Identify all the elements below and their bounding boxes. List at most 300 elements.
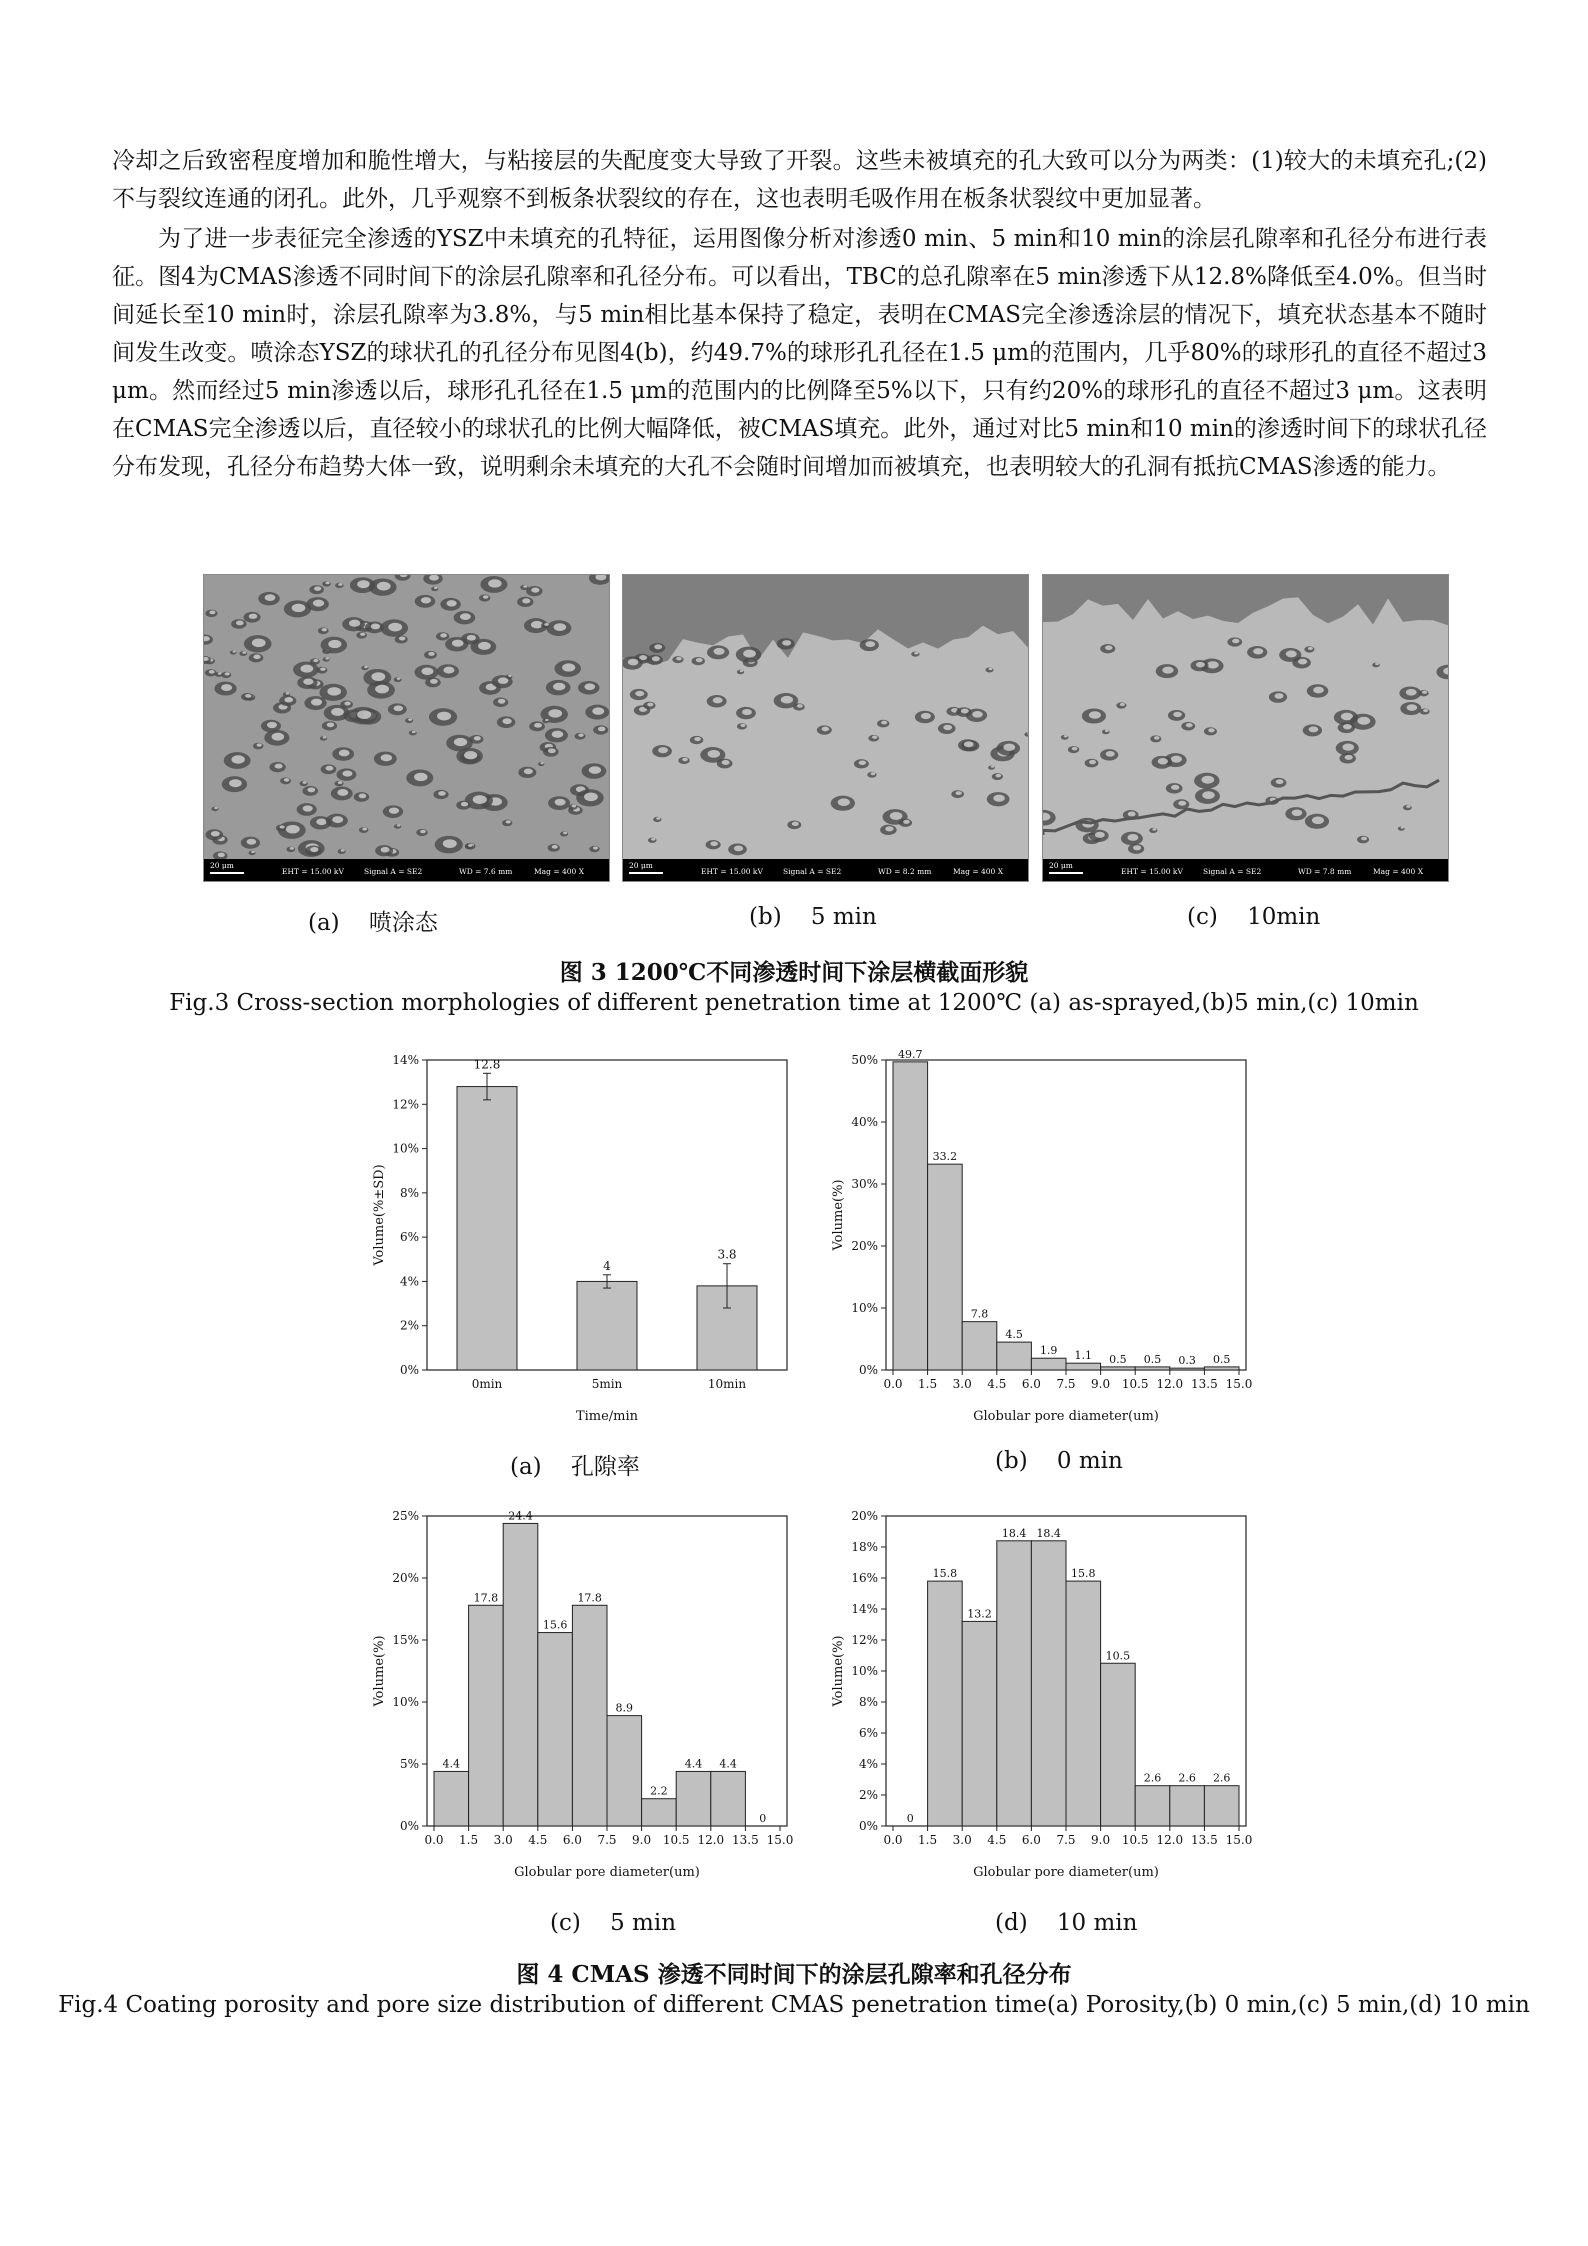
- sem-eht-label: EHT = 15.00 kV: [1121, 867, 1183, 876]
- y-tick-label: 0%: [858, 1363, 878, 1377]
- y-tick-label: 12%: [392, 1097, 419, 1112]
- sem-pore-edge: [337, 789, 348, 796]
- sem-pore-edge: [885, 826, 893, 831]
- bar-value-label: 8.9: [615, 1701, 634, 1715]
- sem-pore-edge: [592, 707, 604, 714]
- sem-pore-edge: [236, 621, 244, 626]
- y-tick-label: 16%: [851, 1571, 878, 1585]
- sem-pore-edge: [1095, 832, 1105, 838]
- sem-pore-edge: [412, 731, 416, 733]
- bar-value-label: 0.5: [1143, 1352, 1162, 1366]
- x-tick-label: 3.0: [952, 1377, 972, 1391]
- bar: [642, 1799, 677, 1826]
- sem-pore-edge: [1186, 723, 1193, 727]
- bar-value-label: 0: [759, 1812, 767, 1825]
- sem-pore-edge: [360, 633, 365, 636]
- bar-value-label: 7.8: [970, 1307, 989, 1321]
- bar-value-label: 15.8: [932, 1567, 958, 1581]
- sem-pore-edge: [452, 640, 464, 647]
- sem-scale-label: 20 μm: [629, 861, 653, 870]
- sem-micrograph: [204, 575, 609, 881]
- sem-pore-edge: [584, 683, 595, 690]
- sem-scale-label: 20 μm: [1049, 861, 1073, 870]
- sem-pore-edge: [656, 817, 660, 820]
- x-tick-label: 9.0: [1091, 1833, 1111, 1847]
- x-tick-label: 15.0: [1225, 1833, 1253, 1847]
- chart-svg: [365, 1506, 795, 1896]
- sem-pore-edge: [320, 667, 325, 670]
- bar-value-label: 4.4: [442, 1757, 461, 1771]
- sem-image-10min: [1042, 574, 1449, 882]
- fig4-caption-d: (d) 10 min: [995, 1910, 1138, 1936]
- sem-pore-edge: [1120, 703, 1125, 706]
- sem-pore-edge: [552, 731, 563, 738]
- x-tick-label: 13.5: [732, 1833, 759, 1847]
- bar-value-label: 4.4: [684, 1757, 703, 1771]
- sem-pore-edge: [708, 750, 721, 758]
- sem-pore-edge: [1173, 712, 1182, 717]
- sem-pore-edge: [483, 595, 489, 599]
- sem-pore-edge: [252, 639, 266, 648]
- y-tick-label: 8%: [858, 1695, 878, 1709]
- sem-pore-edge: [468, 844, 472, 847]
- x-tick-label: 0min: [471, 1377, 503, 1391]
- sem-pore-edge: [362, 827, 367, 830]
- sem-pore-edge: [381, 847, 390, 853]
- x-tick-label: 10.5: [1121, 1833, 1149, 1847]
- x-tick-label: 4.5: [987, 1833, 1007, 1847]
- sem-pore-edge: [1178, 801, 1186, 806]
- y-tick-label: 10%: [392, 1141, 419, 1156]
- sem-micrograph: [1043, 575, 1448, 881]
- sem-pore-edge: [742, 709, 752, 715]
- sem-signal-label: Signal A = SE2: [1203, 867, 1262, 876]
- sem-pore-edge: [399, 636, 406, 640]
- sem-pore-edge: [658, 747, 668, 753]
- x-tick-label: 10.5: [662, 1833, 690, 1847]
- sem-pore-edge: [872, 736, 877, 739]
- sem-pore-edge: [1375, 663, 1379, 665]
- fig3-title-en: Fig.3 Cross-section morphologies of different penetration time at 1200℃ (a) as-sprayed,(b)5 min,(c) 10min: [169, 990, 1419, 1016]
- sem-pore-edge: [1207, 661, 1219, 668]
- bar-value-label: 33.2: [932, 1150, 958, 1164]
- sem-pore-edge: [964, 741, 974, 747]
- sem-pore-edge: [682, 758, 688, 762]
- sem-pore-edge: [313, 600, 324, 607]
- bar-value-label: 4: [603, 1258, 611, 1273]
- y-tick-label: 8%: [399, 1185, 419, 1200]
- sem-pore-edge: [414, 773, 427, 781]
- sem-mag-label: Mag = 400 X: [534, 867, 585, 876]
- sem-pore-edge: [314, 586, 321, 591]
- sem-eht-label: EHT = 15.00 kV: [282, 867, 344, 876]
- sem-pore-edge: [903, 820, 910, 824]
- sem-pore-edge: [474, 736, 481, 740]
- sem-micrograph: [623, 575, 1028, 881]
- sem-pore-edge: [1171, 785, 1179, 790]
- sem-pore-edge: [822, 727, 829, 732]
- y-tick-label: 14%: [392, 1053, 419, 1067]
- x-tick-label: 1.5: [918, 1833, 938, 1847]
- sem-pore-edge: [838, 798, 850, 806]
- sem-pore-edge: [464, 751, 477, 759]
- sem-pore-edge: [502, 718, 511, 724]
- sem-pore-edge: [710, 841, 718, 846]
- sem-pore-edge: [1276, 779, 1284, 784]
- x-tick-label: 9.0: [632, 1833, 652, 1847]
- sem-pore-edge: [1152, 828, 1156, 831]
- sem-pore-edge: [548, 748, 556, 753]
- sem-pore-edge: [209, 610, 215, 614]
- bar: [997, 1342, 1032, 1370]
- sem-pore-edge: [1309, 726, 1319, 732]
- sem-pore-edge: [531, 588, 539, 593]
- sem-pore-edge: [303, 805, 313, 811]
- bar-value-label: 49.7: [898, 1050, 923, 1061]
- sem-pore-edge: [375, 685, 389, 694]
- bar: [711, 1771, 746, 1826]
- sem-pore-edge: [554, 623, 567, 631]
- sem-pore-edge: [1298, 659, 1307, 665]
- sem-pore-edge: [233, 651, 236, 653]
- sem-pore-edge: [548, 709, 562, 718]
- bar: [1135, 1367, 1170, 1370]
- sem-pore-edge: [249, 614, 258, 619]
- sem-signal-label: Signal A = SE2: [364, 867, 423, 876]
- bar: [997, 1541, 1032, 1826]
- bar-value-label: 0.3: [1178, 1354, 1196, 1368]
- x-tick-label: 1.5: [459, 1833, 479, 1847]
- bar: [1204, 1367, 1239, 1370]
- sem-pore-edge: [242, 651, 246, 653]
- bar: [962, 1621, 997, 1826]
- bar: [1066, 1581, 1101, 1826]
- sem-pore-edge: [1171, 756, 1182, 763]
- sem-pore-edge: [1401, 827, 1404, 829]
- y-tick-label: 0%: [858, 1819, 878, 1833]
- bar: [928, 1164, 963, 1370]
- sem-pore-edge: [541, 762, 544, 764]
- bar: [1204, 1786, 1239, 1826]
- y-tick-label: 30%: [851, 1177, 878, 1191]
- sem-pore-edge: [654, 644, 662, 649]
- y-tick-label: 6%: [858, 1726, 878, 1740]
- sem-pore-edge: [1128, 811, 1136, 816]
- bar-value-label: 3.8: [717, 1247, 737, 1262]
- sem-pore-edge: [782, 640, 791, 646]
- sem-pore-edge: [1202, 791, 1214, 799]
- bar-value-label: 2.2: [650, 1784, 668, 1798]
- bar: [538, 1633, 573, 1826]
- bar: [572, 1605, 607, 1826]
- sem-pore-edge: [1127, 834, 1138, 841]
- sem-pore-edge: [740, 670, 744, 672]
- sem-pore-edge: [303, 781, 307, 784]
- sem-pore-edge: [284, 697, 293, 702]
- y-tick-label: 12%: [851, 1633, 878, 1647]
- sem-pore-edge: [267, 722, 277, 728]
- sem-pore-edge: [218, 672, 222, 674]
- sem-pore-edge: [408, 718, 412, 721]
- sem-pore-edge: [389, 807, 399, 813]
- sem-pore-edge: [578, 734, 583, 737]
- sem-pore-edge: [371, 623, 380, 629]
- sem-pore-edge: [290, 847, 294, 850]
- sem-pore-edge: [443, 839, 457, 848]
- sem-pore-edge: [1345, 755, 1353, 760]
- chart-10min: [824, 1506, 1254, 1900]
- sem-pore-edge: [327, 687, 341, 696]
- sem-pore-edge: [1313, 687, 1324, 694]
- sem-pore-edge: [284, 778, 290, 781]
- sem-pore-edge: [572, 805, 577, 808]
- x-tick-label: 15.0: [766, 1833, 794, 1847]
- sem-pore-edge: [544, 623, 549, 626]
- sem-wd-label: WD = 7.8 mm: [1298, 867, 1352, 876]
- sem-pore-edge: [1422, 691, 1427, 694]
- sem-pore-edge: [388, 623, 402, 632]
- sem-pore-edge: [694, 737, 701, 741]
- y-axis-label: Volume(%±SD): [372, 1164, 387, 1266]
- sem-pore-edge: [251, 851, 255, 853]
- sem-image-5min: [622, 574, 1029, 882]
- bar-value-label: 1.1: [1074, 1349, 1093, 1363]
- bar-value-label: 0: [906, 1812, 914, 1825]
- bar-value-label: 17.8: [473, 1591, 499, 1605]
- bar-value-label: 2.6: [1143, 1771, 1162, 1785]
- x-tick-label: 13.5: [1191, 1377, 1218, 1391]
- x-tick-label: 3.0: [952, 1833, 972, 1847]
- sem-pore-edge: [914, 652, 918, 655]
- sem-pore-edge: [218, 853, 225, 858]
- y-tick-label: 50%: [851, 1053, 878, 1067]
- sem-pore-edge: [443, 667, 454, 674]
- y-tick-label: 20%: [851, 1239, 878, 1253]
- bar: [1031, 1358, 1066, 1370]
- sem-pore-edge: [394, 705, 403, 711]
- sem-image-as-sprayed: [203, 574, 610, 882]
- sem-pore-edge: [325, 657, 329, 659]
- sem-pore-edge: [341, 849, 345, 852]
- bar: [1101, 1367, 1136, 1370]
- y-axis-label: Volume(%): [372, 1635, 387, 1707]
- sem-pore-edge: [991, 766, 994, 768]
- sem-pore-edge: [1072, 747, 1078, 751]
- sem-pore-edge: [651, 838, 655, 841]
- bar: [577, 1281, 637, 1370]
- y-tick-label: 4%: [858, 1757, 878, 1771]
- sem-pore-edge: [209, 670, 215, 674]
- bar: [503, 1523, 538, 1826]
- sem-pore-edge: [498, 677, 508, 684]
- sem-pore-edge: [488, 579, 501, 587]
- y-tick-label: 0%: [399, 1819, 419, 1833]
- sem-pore-edge: [446, 600, 456, 606]
- sem-pore-edge: [478, 642, 491, 650]
- sem-pore-edge: [1196, 662, 1205, 668]
- sem-pore-edge: [722, 760, 730, 765]
- sem-pore-edge: [714, 648, 725, 655]
- y-tick-label: 20%: [851, 1509, 878, 1523]
- x-axis-label: Globular pore diameter(um): [514, 1865, 700, 1880]
- sem-pore-edge: [265, 594, 276, 601]
- sem-pore-edge: [961, 709, 969, 714]
- sem-pore-edge: [434, 587, 438, 589]
- sem-pore-edge: [696, 658, 703, 662]
- sem-pore-edge: [1158, 758, 1168, 764]
- sem-pore-edge: [332, 816, 343, 823]
- sem-pore-edge: [734, 845, 743, 851]
- sem-pore-edge: [1342, 744, 1354, 751]
- x-tick-label: 12.0: [1156, 1377, 1184, 1391]
- x-tick-label: 10.5: [1121, 1377, 1149, 1391]
- bar: [1170, 1368, 1205, 1370]
- sem-pore-edge: [589, 766, 601, 774]
- sem-pore-edge: [647, 703, 653, 707]
- y-tick-label: 20%: [392, 1571, 419, 1585]
- y-tick-label: 2%: [858, 1788, 878, 1802]
- sem-pore-edge: [327, 722, 335, 727]
- bar: [928, 1581, 963, 1826]
- sem-pore-edge: [988, 668, 992, 671]
- sem-pore-edge: [1064, 735, 1068, 737]
- sem-pore-edge: [397, 824, 401, 826]
- sem-pore-edge: [1089, 711, 1101, 719]
- bar: [457, 1087, 517, 1370]
- sem-pore-edge: [247, 839, 257, 845]
- chart-svg: [824, 1506, 1254, 1896]
- sem-pore-edge: [1361, 837, 1367, 841]
- sem-pore-edge: [956, 791, 962, 795]
- bar: [434, 1771, 469, 1826]
- bar-value-label: 4.5: [1005, 1328, 1023, 1342]
- bar-value-label: 12.8: [473, 1057, 501, 1072]
- sem-pore-edge: [859, 760, 866, 765]
- bar: [1101, 1663, 1136, 1826]
- y-tick-label: 40%: [851, 1115, 878, 1129]
- sem-pore-edge: [524, 769, 533, 775]
- bar-value-label: 0.5: [1109, 1352, 1127, 1366]
- chart-svg: [824, 1050, 1254, 1440]
- sem-pore-edge: [357, 710, 371, 719]
- bar: [607, 1716, 642, 1826]
- x-tick-label: 6.0: [1021, 1377, 1041, 1391]
- sem-pore-edge: [552, 845, 558, 849]
- sem-pore-edge: [523, 585, 527, 588]
- sem-pore-edge: [231, 755, 244, 763]
- sem-pore-edge: [326, 766, 334, 771]
- bar-value-label: 0.5: [1212, 1352, 1231, 1366]
- x-tick-label: 3.0: [493, 1833, 513, 1847]
- sem-pore-edge: [310, 847, 318, 852]
- chart-svg: [365, 1050, 795, 1440]
- bar-value-label: 18.4: [1001, 1526, 1027, 1540]
- sem-pore-edge: [921, 713, 931, 719]
- sem-pore-edge: [740, 724, 745, 727]
- x-tick-label: 4.5: [528, 1833, 548, 1847]
- sem-pore-edge: [342, 770, 352, 776]
- sem-pore-edge: [357, 580, 370, 588]
- sem-pore-edge: [545, 719, 549, 721]
- sem-pore-edge: [584, 793, 598, 802]
- sem-pore-edge: [534, 723, 542, 728]
- sem-pore-edge: [676, 657, 682, 660]
- sem-pore-edge: [506, 820, 511, 823]
- sem-pore-edge: [1406, 689, 1417, 696]
- sem-pore-edge: [1162, 667, 1173, 674]
- sem-pore-edge: [430, 679, 438, 684]
- bar: [1066, 1363, 1101, 1370]
- sem-mag-label: Mag = 400 X: [953, 867, 1004, 876]
- y-tick-label: 18%: [851, 1540, 878, 1554]
- y-tick-label: 15%: [392, 1633, 419, 1647]
- sem-pore-edge: [781, 696, 793, 704]
- x-tick-label: 0.0: [883, 1377, 903, 1391]
- sem-pore-edge: [1292, 809, 1303, 816]
- sem-pore-edge: [338, 583, 342, 586]
- sem-pore-edge: [338, 781, 343, 784]
- fig3-caption-b: (b) 5 min: [749, 904, 877, 930]
- sem-pore-edge: [428, 652, 434, 656]
- fig3-caption-a: (a) 喷涂态: [308, 910, 438, 936]
- sem-pore-edge: [593, 846, 598, 849]
- sem-pore-edge: [461, 802, 468, 807]
- sem-pore-edge: [286, 825, 300, 834]
- bar: [1135, 1786, 1170, 1826]
- x-tick-label: 0.0: [424, 1833, 444, 1847]
- sem-pore-edge: [555, 799, 566, 806]
- paragraph-1: 冷却之后致密程度增加和脆性增大，与粘接层的失配度变大导致了开裂。这些未被填充的孔大致可以分为两类：(1)较大的未填充孔;(2)不与裂纹连通的闭孔。此外，几乎观察不到板条状裂纹的存在，这也表明毛吸作用在板条状裂纹中更加显著。: [112, 148, 1487, 212]
- x-axis-label: Globular pore diameter(um): [973, 1865, 1159, 1880]
- y-tick-label: 4%: [399, 1274, 419, 1289]
- x-tick-label: 1.5: [918, 1377, 938, 1391]
- sem-wd-label: WD = 7.6 mm: [459, 867, 513, 876]
- sem-pore-edge: [323, 736, 327, 738]
- sem-pore-edge: [1253, 648, 1263, 654]
- sem-pore-edge: [359, 794, 367, 799]
- sem-pore-edge: [1308, 647, 1313, 650]
- sem-pore-edge: [553, 683, 565, 691]
- y-axis-label: Volume(%): [831, 1635, 846, 1707]
- fig4-caption-a: (a) 孔隙率: [510, 1454, 640, 1480]
- x-tick-label: 9.0: [1091, 1377, 1111, 1391]
- fig4-title-en: Fig.4 Coating porosity and pore size distribution of different CMAS penetration time(a) Porosity,(b) 0 min,(c) 5 min,(d) 10 min: [58, 1992, 1530, 2018]
- sem-pore-edge: [996, 774, 1002, 777]
- sem-pore-edge: [344, 702, 350, 706]
- sem-pore-edge: [943, 725, 952, 731]
- sem-pore-edge: [890, 812, 903, 820]
- sem-pore-edge: [1312, 817, 1324, 825]
- y-tick-label: 10%: [851, 1664, 878, 1678]
- x-tick-label: 0.0: [883, 1833, 903, 1847]
- sem-pore-edge: [652, 656, 660, 661]
- bar-value-label: 1.9: [1039, 1344, 1058, 1358]
- bar: [469, 1605, 504, 1826]
- x-tick-label: 13.5: [1191, 1833, 1218, 1847]
- sem-pore-edge: [1357, 717, 1370, 725]
- x-tick-label: 6.0: [562, 1833, 582, 1847]
- sem-pore-edge: [364, 666, 368, 668]
- bar-value-label: 17.8: [577, 1591, 602, 1605]
- bar-value-label: 4.4: [719, 1757, 737, 1771]
- sem-pore-edge: [1407, 704, 1418, 711]
- y-tick-label: 5%: [399, 1757, 419, 1771]
- x-tick-label: 7.5: [1056, 1833, 1076, 1847]
- bar: [1031, 1541, 1066, 1826]
- bar: [893, 1062, 928, 1370]
- x-tick-label: 5min: [591, 1377, 623, 1391]
- sem-pore-edge: [635, 691, 644, 697]
